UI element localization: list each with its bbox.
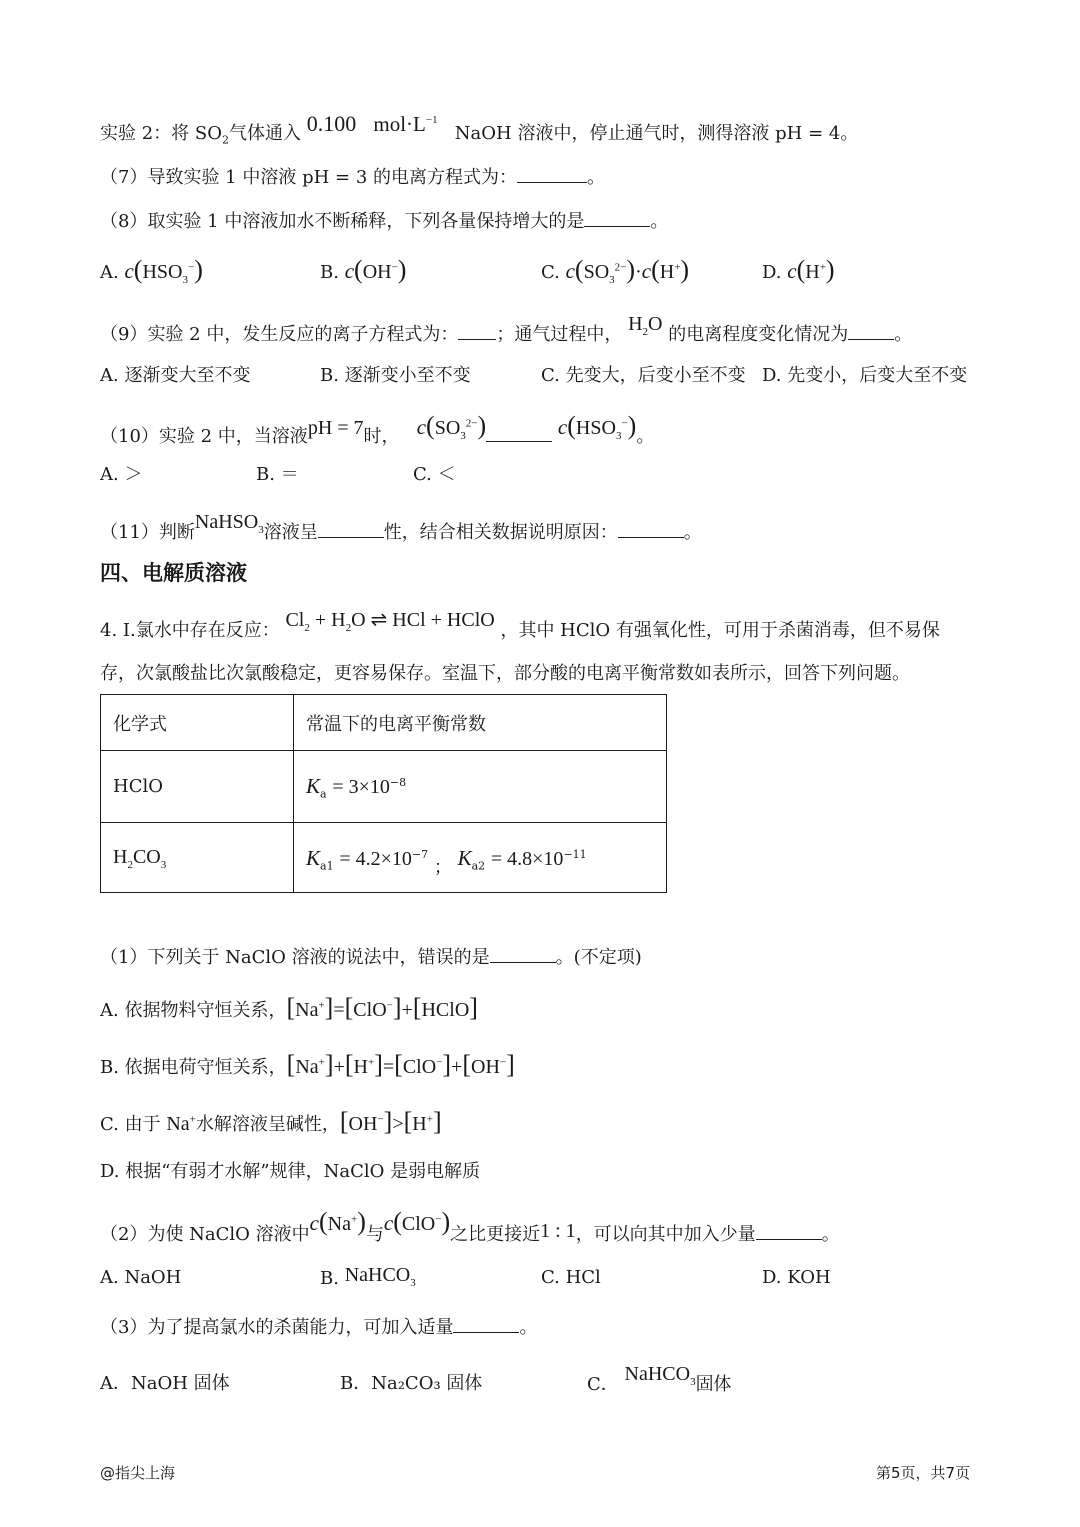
q9-blank-2[interactable] — [848, 321, 894, 340]
question-10: （10）实验 2 中，当溶液pH = 7时， $c(SO_3^{2-})$ $c(HSO_3^-)$。 — [100, 411, 655, 447]
q9-option-d[interactable]: D. 先变小，后变大至不变 — [762, 365, 968, 386]
q11-blank-1[interactable] — [318, 519, 384, 538]
part-3: （3）为了提高氯水的杀菌能力，可加入适量 。 — [100, 1314, 537, 1342]
q10-option-b[interactable]: B. ＝ — [256, 464, 299, 485]
chlorine-reaction: $Cl_2 + H_2O$ ⇌ HCl + HClO — [285, 609, 495, 634]
q8-option-b[interactable]: B. c(OH−) — [320, 255, 407, 284]
exp2-suffix: NaOH 溶液中，停止通气时，测得溶液 pH = 4。 — [454, 123, 859, 144]
q7-blank[interactable] — [517, 164, 587, 183]
question-9: （9）实验 2 中，发生反应的离子方程式为： ；通气过程中， $H_2O$ 的电离程度变化情况为 。 — [100, 313, 913, 345]
p2-blank[interactable] — [756, 1221, 822, 1240]
q8-option-d[interactable]: D. c(H+) — [762, 255, 835, 284]
experiment-2-line: 实验 2：将 $SO_2$气体通入 0.100 $mol\cdot L^{-1}$ NaOH 溶液中，停止通气时，测得溶液 pH = 4。 — [100, 111, 859, 147]
table-cell-h2co3-ka: $K_{a1} = 4.2\times 10^{-7}$ ； $K_{a2} = 4.8\times 10^{-11}$ — [294, 823, 667, 893]
section-title: 四、电解质溶液 — [100, 561, 247, 585]
p3-option-b[interactable]: B．Na₂CO₃ 固体 — [340, 1373, 483, 1394]
q9-option-c[interactable]: C. 先变大，后变小至不变 — [541, 365, 746, 386]
q8-blank[interactable] — [584, 208, 650, 227]
question-7: （7）导致实验 1 中溶液 pH = 3 的电离方程式为： 。 — [100, 164, 605, 192]
q7-text: （7）导致实验 1 中溶液 pH = 3 的电离方程式为： — [100, 167, 517, 188]
footer-source: @指尖上海 — [100, 1464, 176, 1482]
q8-option-a[interactable]: A. $c(HSO_3^-)$ — [100, 255, 203, 286]
part-2: （2）为使 NaClO 溶液中c(Na+)与c(ClO−)之比更接近1 : 1，可以向其中加入少量 。 — [100, 1207, 840, 1245]
ph-7: pH = 7 — [307, 417, 364, 439]
question-4-intro: 4. I.氯水中存在反应： $Cl_2 + H_2O$ ⇌ HCl + HClO ，其中 HClO 有强氧化性，可用于杀菌消毒，但不易保 — [100, 609, 940, 641]
ionization-constant-table — [100, 694, 667, 893]
q9-option-a[interactable]: A. 逐渐变大至不变 — [100, 365, 251, 386]
exp2-prefix: 实验 2：将 SO — [100, 123, 222, 144]
exp2-gas: 气体通入 — [228, 123, 301, 144]
p1-option-c[interactable]: C. 由于 Na+水解溶液呈碱性，[OH−]>[H+] — [100, 1107, 442, 1136]
p2-option-a[interactable]: A. NaOH — [100, 1267, 182, 1288]
q10-blank[interactable] — [486, 423, 552, 442]
question-11: （11）判断NaHSO$_3$溶液呈 性，结合相关数据说明原因： 。 — [100, 511, 702, 543]
q9-blank-1[interactable] — [458, 321, 496, 340]
table-cell-hclo-ka: $K_a = 3\times 10^{-8}$ — [294, 751, 667, 823]
p3-option-a[interactable]: A．NaOH 固体 — [100, 1373, 230, 1394]
question-8: （8）取实验 1 中溶液加水不断稀释，下列各量保持增大的是 。 — [100, 208, 668, 236]
table-cell-h2co3: $H_2CO_3$ — [101, 823, 294, 893]
table-header-formula: 化学式 — [101, 695, 294, 751]
p2-option-d[interactable]: D. KOH — [762, 1267, 831, 1288]
p1-option-d[interactable]: D. 根据“有弱才水解”规律，NaClO 是弱电解质 — [100, 1161, 481, 1182]
q10-option-a[interactable]: A. ＞ — [100, 464, 143, 485]
part-1: （1）下列关于 NaClO 溶液的说法中，错误的是 。(不定项) — [100, 944, 642, 972]
water-formula: $H_2O$ — [628, 313, 663, 338]
q10-option-c[interactable]: C. ＜ — [413, 464, 456, 485]
q11-blank-2[interactable] — [618, 519, 684, 538]
p3-option-c[interactable]: C． NaHCO$_3$固体 — [587, 1363, 732, 1395]
p3-blank[interactable] — [453, 1314, 519, 1333]
q8-text: （8）取实验 1 中溶液加水不断稀释，下列各量保持增大的是 — [100, 211, 585, 232]
question-4-intro-line2: 存，次氯酸盐比次氯酸稳定，更容易保存。室温下，部分酸的电离平衡常数如表所示，回答下列问题。 — [100, 663, 910, 684]
p1-option-a[interactable]: A. 依据物料守恒关系，[Na+]=[ClO−]+[HClO] — [100, 993, 478, 1022]
exp2-conc: 0.100 — [306, 111, 357, 136]
exp2-unit: $mol\cdot L^{-1}$ — [373, 112, 438, 136]
p1-option-b[interactable]: B. 依据电荷守恒关系，[Na+]+[H+]=[ClO−]+[OH−] — [100, 1050, 515, 1079]
q8-option-c[interactable]: C. $c(SO_3^{2-})\cdot c(H^+)$ — [541, 255, 690, 286]
p2-option-c[interactable]: C. HCl — [541, 1267, 601, 1288]
q9-option-b[interactable]: B. 逐渐变小至不变 — [320, 365, 471, 386]
table-header-constant: 常温下的电离平衡常数 — [294, 695, 667, 751]
footer-page-number: 第5页，共7页 — [876, 1464, 971, 1482]
p1-blank[interactable] — [490, 944, 556, 963]
p2-option-b[interactable]: B. NaHCO$_3$ — [320, 1264, 416, 1289]
nahso3-formula: NaHSO$_3$ — [194, 511, 264, 536]
table-cell-hclo: HClO — [101, 751, 294, 823]
